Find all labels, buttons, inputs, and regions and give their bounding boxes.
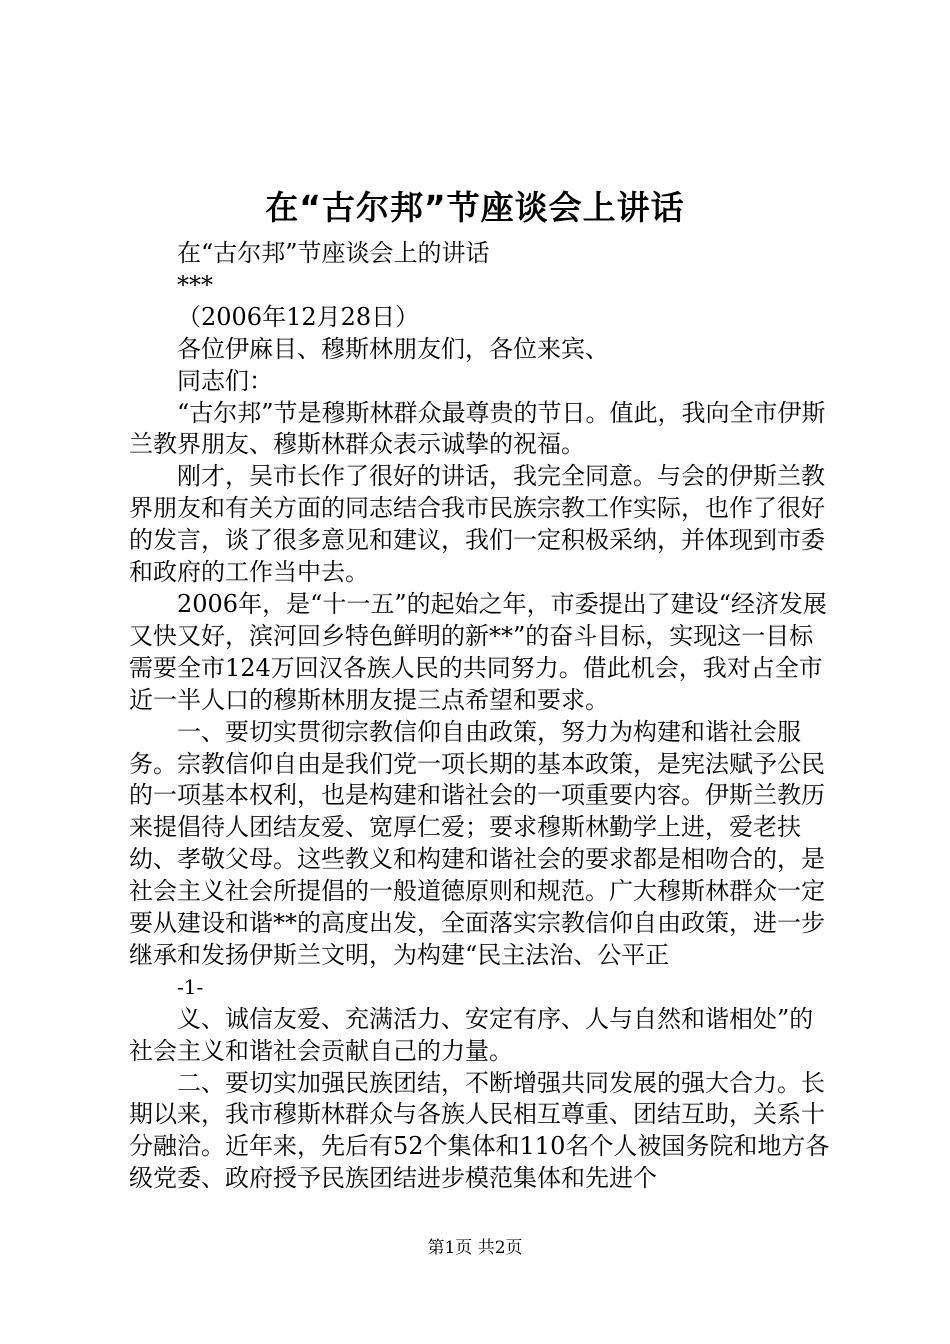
paragraph-6: 二、要切实加强民族团结，不断增强共同发展的强大合力。长期以来，我市穆斯林群众与各族人民相互尊重、团结互助，关系十分融洽。近年来，先后有52个集体和110名个人被国务院和地方各级党委、政府授予民族团结进步模范集体和先进个 [129,1068,830,1193]
paragraph-5: 义、诚信友爱、充满活力、安定有序、人与自然和谐相处”的社会主义和谐社会贡献自己的力量。 [129,1004,814,1065]
salutation-line-1: 各位伊麻目、穆斯林朋友们，各位来宾、 [177,334,609,363]
paragraph-4: 一、要切实贯彻宗教信仰自由政策，努力为构建和谐社会服务。宗教信仰自由是我们党一项长期的基本政策，是宪法赋予公民的一项基本权利，也是构建和谐社会的一项重要内容。伊斯兰教历来提倡待人团结友爱、宽厚仁爱；要求穆斯林勤学上进，爱老扶幼、孝敬父母。这些教义和构建和谐社会的要求都是相吻合的，是社会主义社会所提倡的一般道德原则和规范。广大穆斯林群众一定要从建设和谐**的高度出发，全面落实宗教信仰自由政策，进一步继承和发扬伊斯兰文明，为构建“民主法治、公平正 [129,717,825,969]
page-footer: 第1页 共2页 [427,1238,523,1258]
paragraph-2: 刚才，吴市长作了很好的讲话，我完全同意。与会的伊斯兰教界朋友和有关方面的同志结合我市民族宗教工作实际，也作了很好的发言，谈了很多意见和建议，我们一定积极采纳，并体现到市委和政府的工作当中去。 [129,462,825,587]
page-marker: -1- [177,974,204,999]
speech-date: （2006年12月28日） [177,302,420,331]
salutation-line-2: 同志们： [177,366,273,395]
document-title: 在“古尔邦”节座谈会上讲话 [265,188,685,227]
speech-author: *** [177,270,213,299]
paragraph-3: 2006年，是“十一五”的起始之年，市委提出了建设“经济发展又快又好，滨河回乡特色鲜明的新**”的奋斗目标，实现这一目标需要全市124万回汉各族人民的共同努力。借此机会，我对占全市近一半人口的穆斯林朋友提三点希望和要求。 [129,589,827,714]
speech-subtitle: 在“古尔邦”节座谈会上的讲话 [177,239,490,267]
paragraph-1: “古尔邦”节是穆斯林群众最尊贵的节日。值此，我向全市伊斯兰教界朋友、穆斯林群众表示诚挚的祝福。 [129,398,826,459]
document-body [129,238,834,1195]
